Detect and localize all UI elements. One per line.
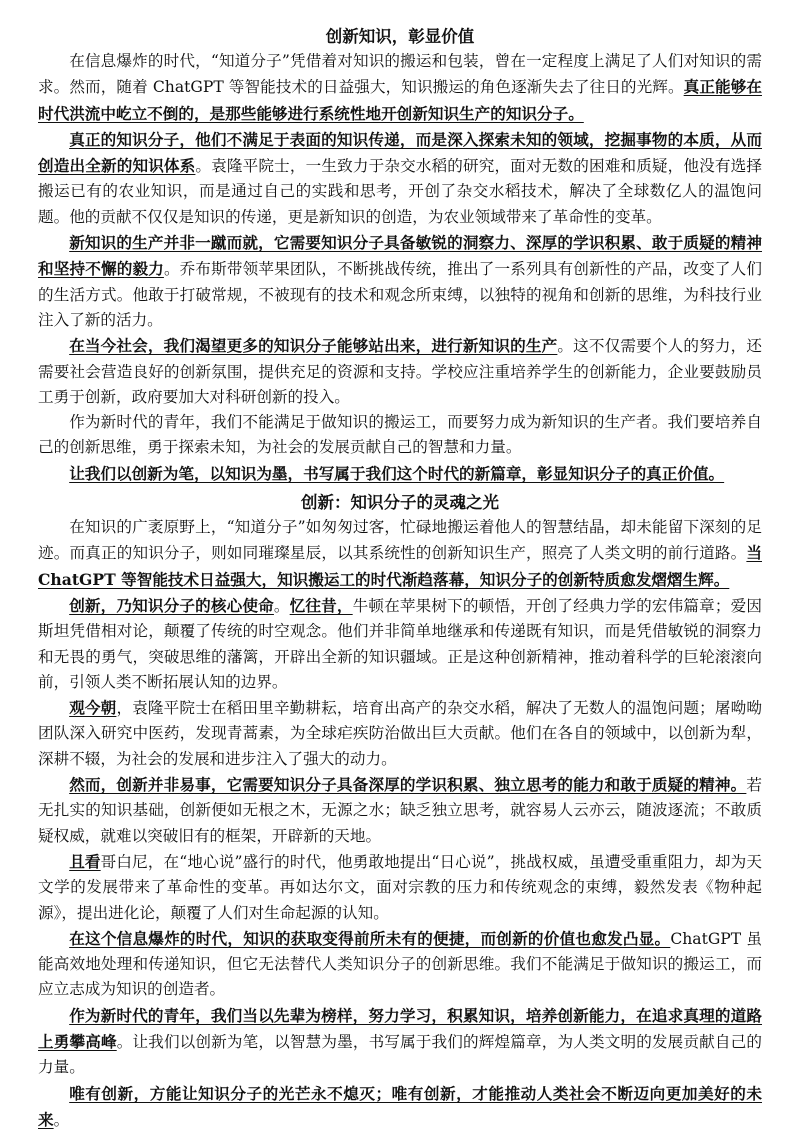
paragraph <box>38 230 762 333</box>
body-text: 在信息爆炸的时代，“知道分子”凭借着对知识的搬运和包装，曾在一定程度上满足了人们对知识的需求。然而，随着 ChatGPT 等智能技术的日益强大，知识搬运的角色逐渐失去了往日的光辉。 <box>38 52 762 97</box>
key-sentence: 观今朝 <box>69 698 117 718</box>
body-text: 若无扎实的知识基础，创新便如无根之木，无源之水；缺乏独立思考，就容易人云亦云，随波逐流；不敢质疑权威，就难以突破旧有的框架，开辟新的天地。 <box>38 776 762 845</box>
paragraph <box>38 333 762 410</box>
essay-title-2: 创新：知识分子的灵魂之光 <box>301 493 499 513</box>
paragraph <box>38 127 762 230</box>
key-sentence: 然而，创新并非易事，它需要知识分子具备深厚的学识积累、独立思考的能力和敢于质疑的精神。 <box>69 775 747 795</box>
key-sentence: 忆往昔， <box>289 595 353 615</box>
body-text: ，袁隆平院士在稻田里辛勤耕耘，培育出高产的杂交水稻，解决了无数人的温饱问题；屠呦呦团队深入研究中医药，发现青蒿素，为全球疟疾防治做出巨大贡献。他们在各自的领域中，以创新为犁，深耕不辍，为社会的发展和进步注入了强大的动力。 <box>38 699 762 768</box>
paragraph <box>38 849 762 926</box>
body-text: 。 <box>273 596 290 615</box>
paragraph <box>38 926 762 1003</box>
paragraph <box>38 515 762 593</box>
body-text: 牛顿在苹果树下的顿悟，开创了经典力学的宏伟篇章；爱因斯坦凭借相对论，颠覆了传统的时空观念。他们并非简单地继承和传递既有知识，而是凭借敏锐的洞察力和无畏的勇气，突破思维的藩篱，开辟出全新的知识疆域。正是这种创新精神，推动着科学的巨轮滚滚向前，引领人类不断拓展认知的边界。 <box>38 596 762 691</box>
key-sentence: 作为新时代的青年，我们当以先辈为榜样，努力学习，积累知识，培养创新能力，在追求真理的道路上勇攀高峰 <box>38 1005 762 1051</box>
body-text: 在知识的广袤原野上，“知道分子”如匆匆过客，忙碌地搬运着他人的智慧结晶，却未能留下深刻的足迹。而真正的知识分子，则如同璀璨星辰，以其系统性的创新知识生产，照亮了人类文明的前行道路。 <box>38 518 762 563</box>
key-sentence: 且看 <box>69 851 101 871</box>
paragraph <box>38 461 762 487</box>
paragraph <box>38 1003 762 1081</box>
key-sentence: 当 ChatGPT 等智能技术日益强大，知识搬运工的时代渐趋落幕，知识分子的创新特质愈发熠熠生辉。 <box>38 543 762 589</box>
essay-page <box>38 24 762 1133</box>
key-sentence: 真正能够在时代洪流中屹立不倒的，是那些能够进行系统性地开创新知识生产的知识分子。 <box>38 77 762 123</box>
essay-title-1: 创新知识，彰显价值 <box>325 27 475 46</box>
paragraph <box>38 49 762 127</box>
key-sentence: 新知识的生产并非一蹴而就，它需要知识分子具备敏锐的洞察力、深厚的学识积累、敢于质疑的精神和坚持不懈的毅力 <box>38 233 762 279</box>
body-text: 哥白尼，在“地心说”盛行的时代，他勇敢地提出“日心说”，挑战权威，虽遭受重重阻力，却为天文学的发展带来了革命性的变革。再如达尔文，面对宗教的压力和传统观念的束缚，毅然发表《物种起源》，提出进化论，颠覆了人们对生命起源的认知。 <box>38 852 762 922</box>
key-sentence: 让我们以创新为笔，以知识为墨，书写属于我们这个时代的新篇章，彰显知识分子的真正价值。 <box>69 463 725 483</box>
body-text: 。让我们以创新为笔，以智慧为墨，书写属于我们的辉煌篇章，为人类文明的发展贡献自己的力量。 <box>38 1032 762 1077</box>
paragraph <box>38 1081 762 1133</box>
paragraph <box>38 593 762 695</box>
key-sentence: 在这个信息爆炸的时代，知识的获取变得前所未有的便捷，而创新的价值也愈发凸显。 <box>69 928 671 948</box>
body-text: 。这不仅需要个人的努力，还需要社会营造良好的创新氛围，提供充足的资源和支持。学校应注重培养学生的创新能力，企业要鼓励员工勇于创新，政府要加大对科研创新的投入。 <box>38 337 762 406</box>
body-text: ChatGPT 虽能高效地处理和传递知识，但它无法替代人类知识分子的创新思维。我们不能满足于做知识的搬运工，而应立志成为知识的创造者。 <box>38 929 762 999</box>
body-text: 。 <box>53 1110 70 1129</box>
key-sentence: 唯有创新，方能让知识分子的光芒永不熄灭；唯有创新，才能推动人类社会不断迈向更加美好的未来 <box>38 1083 762 1129</box>
key-sentence: 创新，乃知识分子的核心使命 <box>69 595 274 615</box>
body-text: 。袁隆平院士，一生致力于杂交水稻的研究，面对无数的困难和质疑，他没有选择搬运已有的农业知识，而是通过自己的实践和思考，开创了杂交水稻技术，解决了全球数亿人的温饱问题。他的贡献不仅仅是知识的传递，更是新知识的创造，为农业领域带来了革命性的变革。 <box>38 157 762 226</box>
paragraph <box>38 772 762 849</box>
key-sentence: 真正的知识分子，他们不满足于表面的知识传递，而是深入探索未知的领域，挖掘事物的本质，从而创造出全新的知识体系 <box>38 129 762 176</box>
paragraph: 作为新时代的青年，我们不能满足于做知识的搬运工，而要努力成为新知识的生产者。我们要培养自己的创新思维，勇于探索未知，为社会的发展贡献自己的智慧和力量。 <box>38 413 762 457</box>
key-sentence: 在当今社会，我们渴望更多的知识分子能够站出来，进行新知识的生产 <box>69 336 558 356</box>
body-text: 。乔布斯带领苹果团队，不断挑战传统，推出了一系列具有创新性的产品，改变了人们的生活方式。他敢于打破常规，不被现有的技术和观念所束缚，以独特的视角和创新的思维，为科技行业注入了新的活力。 <box>38 260 762 329</box>
paragraph <box>38 695 762 772</box>
